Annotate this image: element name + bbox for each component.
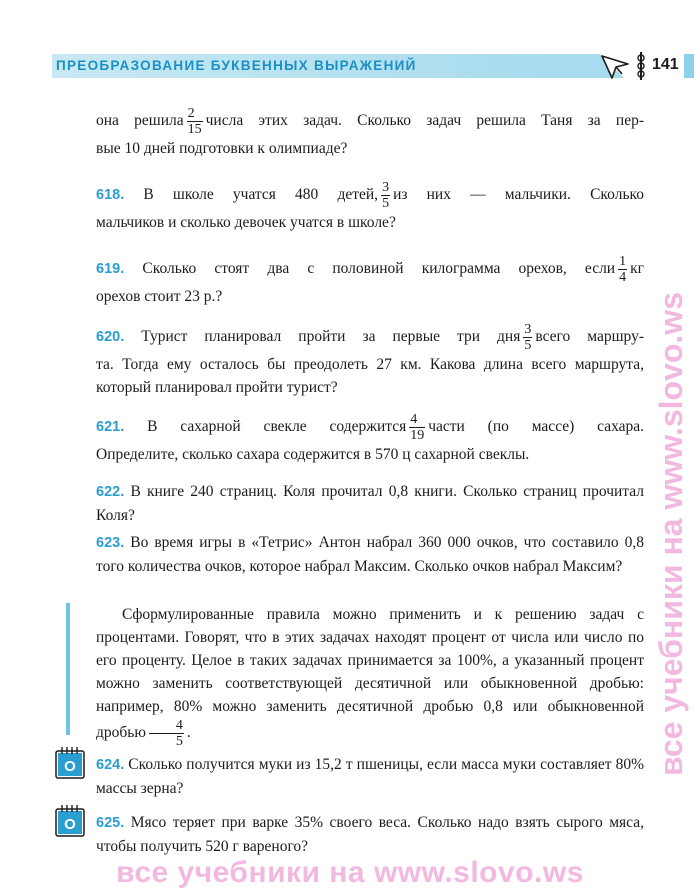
rule-body: Сформулированные правила можно применить и к решению задач с процентами. Говорят, что в этих задачах находят процент от числа или число по его проценту. Целое в таких задачах принимается за 100%, а указанный процент можно заменить соответствующей десятичной или обыкновенной дробью: например, 80% можно заменить десятичной дробью 0,8 или обыкновенной дробью <box>96 606 644 742</box>
continuation-text <box>96 106 644 160</box>
problem-text: Сколько получится муки из 15,2 т пшеницы, если масса муки составляет 80% массы зерна? <box>96 756 644 797</box>
notebook-letter: О <box>64 758 76 775</box>
problem-number: 623. <box>96 535 125 551</box>
page-header <box>52 52 679 80</box>
problem-625 <box>96 811 644 858</box>
problem-number: 619. <box>96 261 125 278</box>
text-fragment: части (по массе) сахара. <box>428 418 645 436</box>
fraction-numerator: 3 <box>524 322 532 337</box>
text-line <box>96 412 644 443</box>
problem-number: 618. <box>96 187 125 204</box>
rule-text <box>96 603 644 749</box>
text-line: вые 10 дней подготовки к олимпиаде? <box>96 140 348 157</box>
problem-text: Мясо теряет при варке 35% своего веса. Сколько надо взять сырого мяса, чтобы получить 520 г вареного? <box>96 814 645 855</box>
fraction-denominator: 5 <box>175 734 183 749</box>
fraction <box>409 412 425 443</box>
fraction-denominator: 15 <box>187 122 202 137</box>
text-fragment: числа этих задач. Сколько задач решила Таня за пер- <box>205 112 644 130</box>
fraction-numerator: 1 <box>619 254 627 269</box>
problem-number: 625. <box>96 815 125 831</box>
fraction-numerator: 3 <box>382 180 390 195</box>
problem-618 <box>96 180 644 234</box>
problem-620 <box>96 322 644 399</box>
fraction-numerator: 2 <box>187 106 203 122</box>
fraction-denominator: 5 <box>382 196 390 211</box>
text-line: та. Тогда ему осталось бы преодолеть 27 км. Какова длина всего маршрута, который планировал пройти турист? <box>96 356 644 396</box>
text-fragment: она решила <box>96 112 184 130</box>
fraction <box>149 718 184 749</box>
chapter-title: ПРЕОБРАЗОВАНИЕ БУКВЕННЫХ ВЫРАЖЕНИЙ <box>56 58 417 73</box>
problem-number: 621. <box>96 419 125 436</box>
text-fragment: кг <box>630 260 644 278</box>
fraction <box>523 322 532 353</box>
text-line <box>96 106 644 137</box>
fraction-denominator: 5 <box>524 338 532 353</box>
fraction <box>187 106 203 137</box>
fraction-numerator: 4 <box>149 718 184 734</box>
pen-icon <box>552 52 632 80</box>
text-fragment: . <box>186 724 191 742</box>
text-fragment: всего маршру- <box>535 328 644 346</box>
fraction-denominator: 19 <box>410 428 425 443</box>
problem-619 <box>96 254 644 308</box>
text-line: мальчиков и сколько девочек учатся в школе? <box>96 214 396 231</box>
problem-number: 624. <box>96 757 125 773</box>
problem-number: 622. <box>96 484 125 500</box>
text-fragment: Сколько стоят два с половиной килограмма орехов, если <box>142 260 616 278</box>
notebook-letter: О <box>64 816 76 833</box>
text-fragment: В школе учатся 480 детей, <box>143 186 379 204</box>
notebook-o-icon <box>54 804 86 838</box>
spiral-icon <box>634 52 650 80</box>
text-fragment: Турист планировал пройти за первые три дня <box>141 328 521 346</box>
fraction-denominator: 4 <box>619 270 627 285</box>
watermark-vertical <box>640 100 700 780</box>
fraction-numerator: 4 <box>409 412 425 428</box>
problem-621 <box>96 412 644 466</box>
text-line <box>96 180 644 211</box>
text-fragment: из них — мальчики. Сколько <box>393 186 645 204</box>
watermark-bottom: все учебники на www.slovo.ws <box>116 856 584 889</box>
header-edge-bar <box>684 54 694 78</box>
text-line <box>96 322 644 353</box>
problem-624 <box>96 753 644 800</box>
problem-623 <box>96 531 644 578</box>
problem-622 <box>96 480 644 527</box>
problem-text: В книге 240 страниц. Коля прочитал 0,8 книги. Сколько страниц прочитал Коля? <box>96 483 645 524</box>
problem-text: Во время игры в «Тетрис» Антон набрал 360 000 очков, что составило 0,8 того количества очков, которое набрал Максим. Сколько очков набрал Максим? <box>96 534 644 575</box>
text-fragment: В сахарной свекле содержится <box>147 418 407 436</box>
text-line: Определите, сколько сахара содержится в 570 ц сахарной свеклы. <box>96 446 530 463</box>
page-number: 141 <box>652 56 679 73</box>
text-line: орехов стоит 23 р.? <box>96 288 223 305</box>
fraction <box>381 180 390 211</box>
rule-accent-bar <box>66 603 70 735</box>
notebook-o-icon <box>54 746 86 780</box>
watermark-vertical-text: все учебники на www.slovo.ws <box>653 292 689 776</box>
fraction <box>618 254 627 285</box>
problem-number: 620. <box>96 329 125 346</box>
text-line <box>96 254 644 285</box>
